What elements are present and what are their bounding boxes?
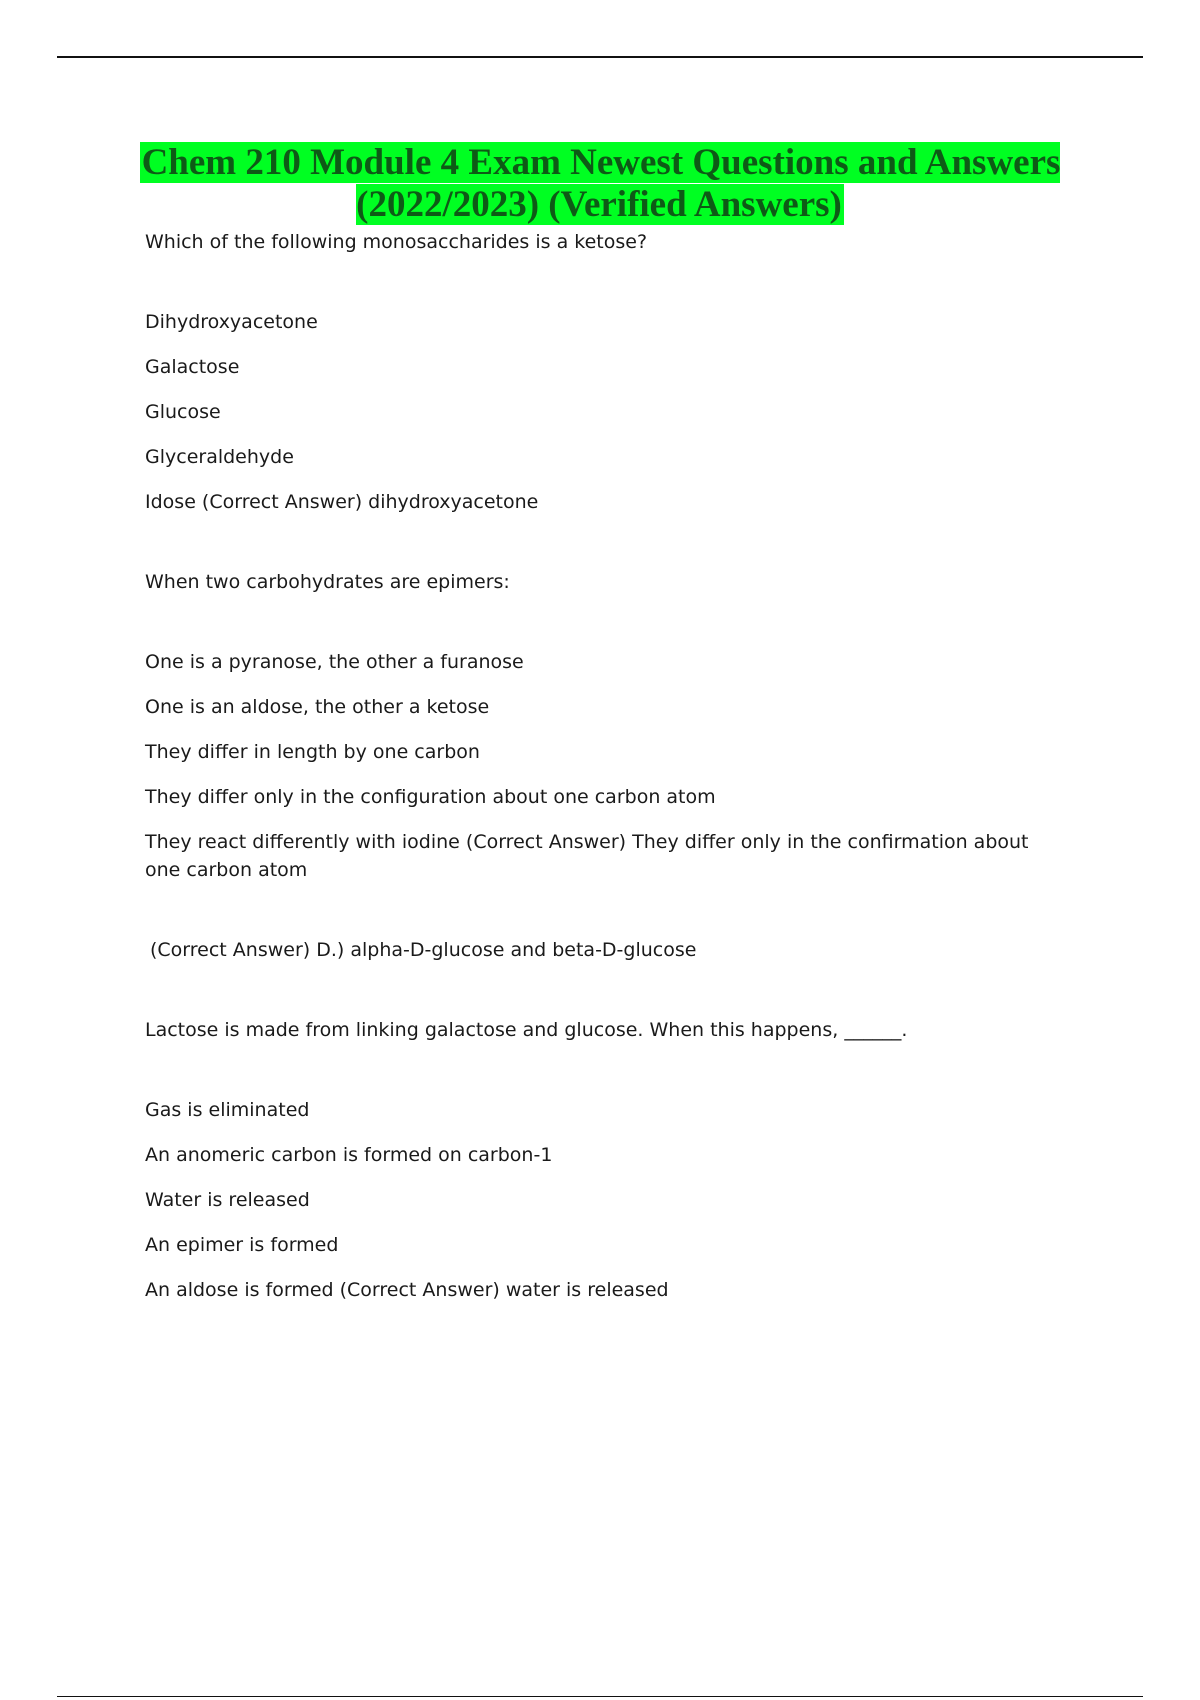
question-text: When two carbohydrates are epimers: bbox=[145, 571, 510, 593]
option-item: They differ in length by one carbon bbox=[145, 741, 480, 763]
option-item: Gas is eliminated bbox=[145, 1099, 310, 1121]
option-item: Glucose bbox=[145, 401, 221, 423]
answer-text: (Correct Answer) D.) alpha-D-glucose and beta-D-glucose bbox=[150, 939, 697, 961]
option-item: An epimer is formed bbox=[145, 1234, 339, 1256]
document-title bbox=[80, 142, 1120, 226]
option-item: An aldose is formed (Correct Answer) water is released bbox=[145, 1279, 669, 1301]
question-text: Lactose is made from linking galactose and glucose. When this happens, ______. bbox=[145, 1019, 908, 1041]
option-item: An anomeric carbon is formed on carbon-1 bbox=[145, 1144, 553, 1166]
document-body bbox=[145, 228, 1045, 1321]
option-item: They differ only in the configuration about one carbon atom bbox=[145, 786, 716, 808]
option-item: One is a pyranose, the other a furanose bbox=[145, 651, 524, 673]
option-item: Dihydroxyacetone bbox=[145, 311, 318, 333]
option-item: One is an aldose, the other a ketose bbox=[145, 696, 490, 718]
option-item: Glyceraldehyde bbox=[145, 446, 294, 468]
header-rule bbox=[57, 56, 1143, 58]
option-item: Idose (Correct Answer) dihydroxyacetone bbox=[145, 491, 539, 513]
option-item: Galactose bbox=[145, 356, 240, 378]
title-highlight: Chem 210 Module 4 Exam Newest Questions and Answers (2022/2023) (Verified Answers) bbox=[141, 142, 1061, 225]
option-item: Water is released bbox=[145, 1189, 310, 1211]
option-item: They react differently with iodine (Correct Answer) They differ only in the confirmation about one carbon atom bbox=[145, 831, 1029, 881]
footer-rule bbox=[57, 1696, 1143, 1697]
question-text: Which of the following monosaccharides is a ketose? bbox=[145, 231, 648, 253]
